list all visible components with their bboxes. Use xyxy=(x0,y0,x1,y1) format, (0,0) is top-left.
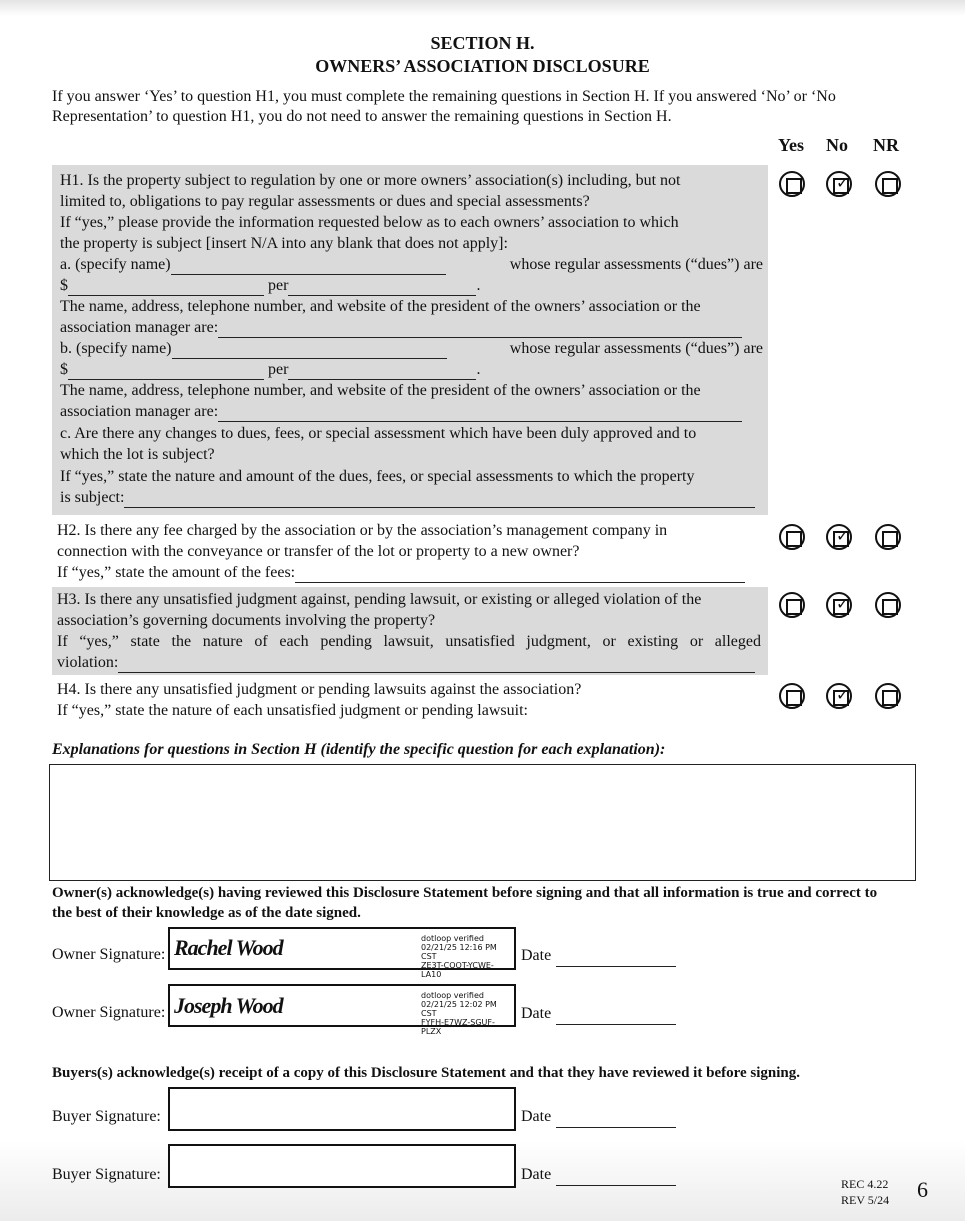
buyer-signature-field-1[interactable] xyxy=(168,1087,516,1131)
section-subtitle: OWNERS’ ASSOCIATION DISCLOSURE xyxy=(315,56,650,76)
h3-yes-checkbox[interactable] xyxy=(779,592,805,618)
h1-b-amount-row xyxy=(60,359,480,380)
h1-line: c. Are there any changes to dues, fees, or special assessment which have been duly approved and to xyxy=(60,425,697,442)
date-label: Date xyxy=(521,947,552,964)
buyer-signature-field-2[interactable] xyxy=(168,1144,516,1188)
h1-b-prefix: b. (specify name) xyxy=(60,340,172,357)
owner-signature-1-script: Rachel Wood xyxy=(174,935,283,960)
h4-yes-checkbox[interactable] xyxy=(779,683,805,709)
h1-line: limited to, obligations to pay regular assessments or dues and special assessments? xyxy=(60,193,590,210)
h1-nr-checkbox[interactable] xyxy=(875,171,901,197)
checkbox-square-icon xyxy=(786,690,802,706)
owner-date-field-1[interactable] xyxy=(556,965,676,967)
h1-line: If “yes,” please provide the information requested below as to each owners’ association to which xyxy=(60,214,679,231)
h1-c-subject-field[interactable] xyxy=(124,490,755,508)
h4-line: If “yes,” state the nature of each unsatisfied judgment or pending lawsuit: xyxy=(57,702,528,719)
checkbox-square-icon xyxy=(833,173,850,194)
h1-c-subject-row xyxy=(60,487,763,508)
owner-date-field-2[interactable] xyxy=(556,1023,676,1025)
h1-a-dues-text: whose regular assessments (“dues”) are xyxy=(509,256,763,273)
h3-violation-row xyxy=(57,652,761,673)
h1-no-checkbox[interactable] xyxy=(826,171,852,197)
checkbox-square-icon xyxy=(833,685,850,706)
h4-no-checkbox[interactable] xyxy=(826,683,852,709)
h1-c-subject-label: is subject: xyxy=(60,489,125,506)
explanations-label: Explanations for questions in Section H (identify the specific question for each explanation): xyxy=(52,741,666,758)
h2-fees-label: If “yes,” state the amount of the fees: xyxy=(57,564,296,581)
dotloop-verified-text: dotloop verified xyxy=(421,934,484,943)
column-yes-header: Yes xyxy=(778,135,804,155)
h1-line: the property is subject [insert N/A into any blank that does not apply]: xyxy=(60,235,508,252)
owner-acknowledgement: Owner(s) acknowledge(s) having reviewed this Disclosure Statement before signing and that all information is true and correct to the best of their knowledge as of the date signed. xyxy=(52,885,878,921)
owner-signature-2-script: Joseph Wood xyxy=(174,993,283,1018)
checkmark-icon: ✓ xyxy=(836,173,850,192)
h2-line: connection with the conveyance or transfer of the lot or property to a new owner? xyxy=(57,543,580,560)
owner-signature-label: Owner Signature: xyxy=(52,946,166,963)
dotloop-code: FYFH-E7WZ-SGUF-PLZX xyxy=(421,1018,495,1036)
h4-nr-checkbox[interactable] xyxy=(875,683,901,709)
h1-b-president-label: association manager are: xyxy=(60,403,219,420)
h1-b-president-field[interactable] xyxy=(218,404,742,422)
h1-b-period-field[interactable] xyxy=(288,362,476,380)
h1-line: The name, address, telephone number, and website of the president of the owners’ association or the xyxy=(60,382,701,399)
date-label: Date xyxy=(521,1005,552,1022)
owner-signature-field-2[interactable] xyxy=(168,984,516,1036)
per-label: per xyxy=(268,277,289,294)
h3-line: H3. Is there any unsatisfied judgment against, pending lawsuit, or existing or alleged violation of the xyxy=(57,591,702,608)
h1-line: H1. Is the property subject to regulation by one or more owners’ association(s) including, but not xyxy=(60,172,681,189)
h1-yes-checkbox[interactable] xyxy=(779,171,805,197)
checkbox-square-icon xyxy=(833,526,850,547)
section-title: SECTION H. xyxy=(430,33,535,53)
buyer-date-field-1[interactable] xyxy=(556,1126,676,1128)
h2-fees-field[interactable] xyxy=(295,565,745,583)
checkbox-square-icon xyxy=(786,599,802,615)
checkbox-square-icon xyxy=(786,178,802,194)
dotloop-code: ZE3T-CQOT-YCWE-LA10 xyxy=(421,961,494,979)
dotloop-verification-2 xyxy=(421,991,514,1036)
h3-nr-checkbox[interactable] xyxy=(875,592,901,618)
checkbox-square-icon xyxy=(786,531,802,547)
h1-a-amount-field[interactable] xyxy=(68,278,264,296)
checkmark-icon: ✓ xyxy=(836,685,850,704)
checkbox-square-icon xyxy=(882,690,898,706)
h3-line: If “yes,” state the nature of each pending lawsuit, unsatisfied judgment, or existing or alleged xyxy=(57,633,761,650)
h1-b-president-row xyxy=(60,401,763,422)
h2-line: H2. Is there any fee charged by the association or by the association’s management company in xyxy=(57,522,668,539)
column-no-header: No xyxy=(826,135,848,155)
h1-line: If “yes,” state the nature and amount of the dues, fees, or special assessments to which the property xyxy=(60,468,695,485)
h2-yes-checkbox[interactable] xyxy=(779,524,805,550)
h3-line: association’s governing documents involving the property? xyxy=(57,612,436,629)
checkmark-icon: ✓ xyxy=(836,526,850,545)
checkbox-square-icon xyxy=(882,531,898,547)
per-label: per xyxy=(268,361,289,378)
h1-a-president-row xyxy=(60,317,763,338)
dollar-sign: $ xyxy=(60,361,68,378)
top-edge-shade xyxy=(0,0,965,16)
explanations-textarea[interactable] xyxy=(49,764,916,881)
h1-line: The name, address, telephone number, and website of the president of the owners’ association or the xyxy=(60,298,701,315)
form-code: REC 4.22 xyxy=(841,1177,889,1191)
checkbox-square-icon xyxy=(882,178,898,194)
buyer-date-field-2[interactable] xyxy=(556,1184,676,1186)
h1-a-row xyxy=(60,254,763,275)
dotloop-verified-text: dotloop verified xyxy=(421,991,484,1000)
h1-b-dues-text: whose regular assessments (“dues”) are xyxy=(509,340,763,357)
column-nr-header: NR xyxy=(873,135,899,155)
h1-a-amount-row xyxy=(60,275,480,296)
dollar-sign: $ xyxy=(60,277,68,294)
h3-violation-field[interactable] xyxy=(118,655,755,673)
dotloop-timestamp: 02/21/25 12:02 PM CST xyxy=(421,1000,497,1018)
h2-no-checkbox[interactable] xyxy=(826,524,852,550)
page-number: 6 xyxy=(917,1177,928,1202)
h3-violation-label: violation: xyxy=(57,654,119,671)
h1-a-president-label: association manager are: xyxy=(60,319,219,336)
date-label: Date xyxy=(521,1166,552,1183)
buyer-signature-label: Buyer Signature: xyxy=(52,1166,161,1183)
h1-b-name-field[interactable] xyxy=(172,341,447,359)
h1-line: which the lot is subject? xyxy=(60,446,215,463)
checkmark-icon: ✓ xyxy=(836,594,850,613)
buyer-signature-label: Buyer Signature: xyxy=(52,1108,161,1125)
checkbox-square-icon xyxy=(882,599,898,615)
owner-signature-label: Owner Signature: xyxy=(52,1004,166,1021)
h2-nr-checkbox[interactable] xyxy=(875,524,901,550)
h4-line: H4. Is there any unsatisfied judgment or pending lawsuits against the association? xyxy=(57,681,582,698)
form-revision: REV 5/24 xyxy=(841,1193,890,1207)
period-mark: . xyxy=(476,361,481,378)
period-mark: . xyxy=(476,277,481,294)
h3-no-checkbox[interactable] xyxy=(826,592,852,618)
buyer-acknowledgement: Buyers(s) acknowledge(s) receipt of a copy of this Disclosure Statement and that they have reviewed it before signing. xyxy=(52,1065,800,1081)
date-label: Date xyxy=(521,1108,552,1125)
h1-a-period-field[interactable] xyxy=(288,278,476,296)
dotloop-timestamp: 02/21/25 12:16 PM CST xyxy=(421,943,497,961)
checkbox-square-icon xyxy=(833,594,850,615)
dotloop-verification-1 xyxy=(421,934,514,979)
h1-b-amount-field[interactable] xyxy=(68,362,264,380)
intro-paragraph: If you answer ‘Yes’ to question H1, you must complete the remaining questions in Section H. If you answered ‘No’ or ‘No Representation’ to question H1, you do not need to answer the remaining questions in Section H. xyxy=(52,88,836,125)
h1-a-name-field[interactable] xyxy=(171,257,446,275)
h2-fees-row xyxy=(57,562,769,583)
owner-signature-field-1[interactable] xyxy=(168,927,516,979)
h1-a-president-field[interactable] xyxy=(218,320,742,338)
h1-b-row xyxy=(60,338,763,359)
h1-a-prefix: a. (specify name) xyxy=(60,256,171,273)
